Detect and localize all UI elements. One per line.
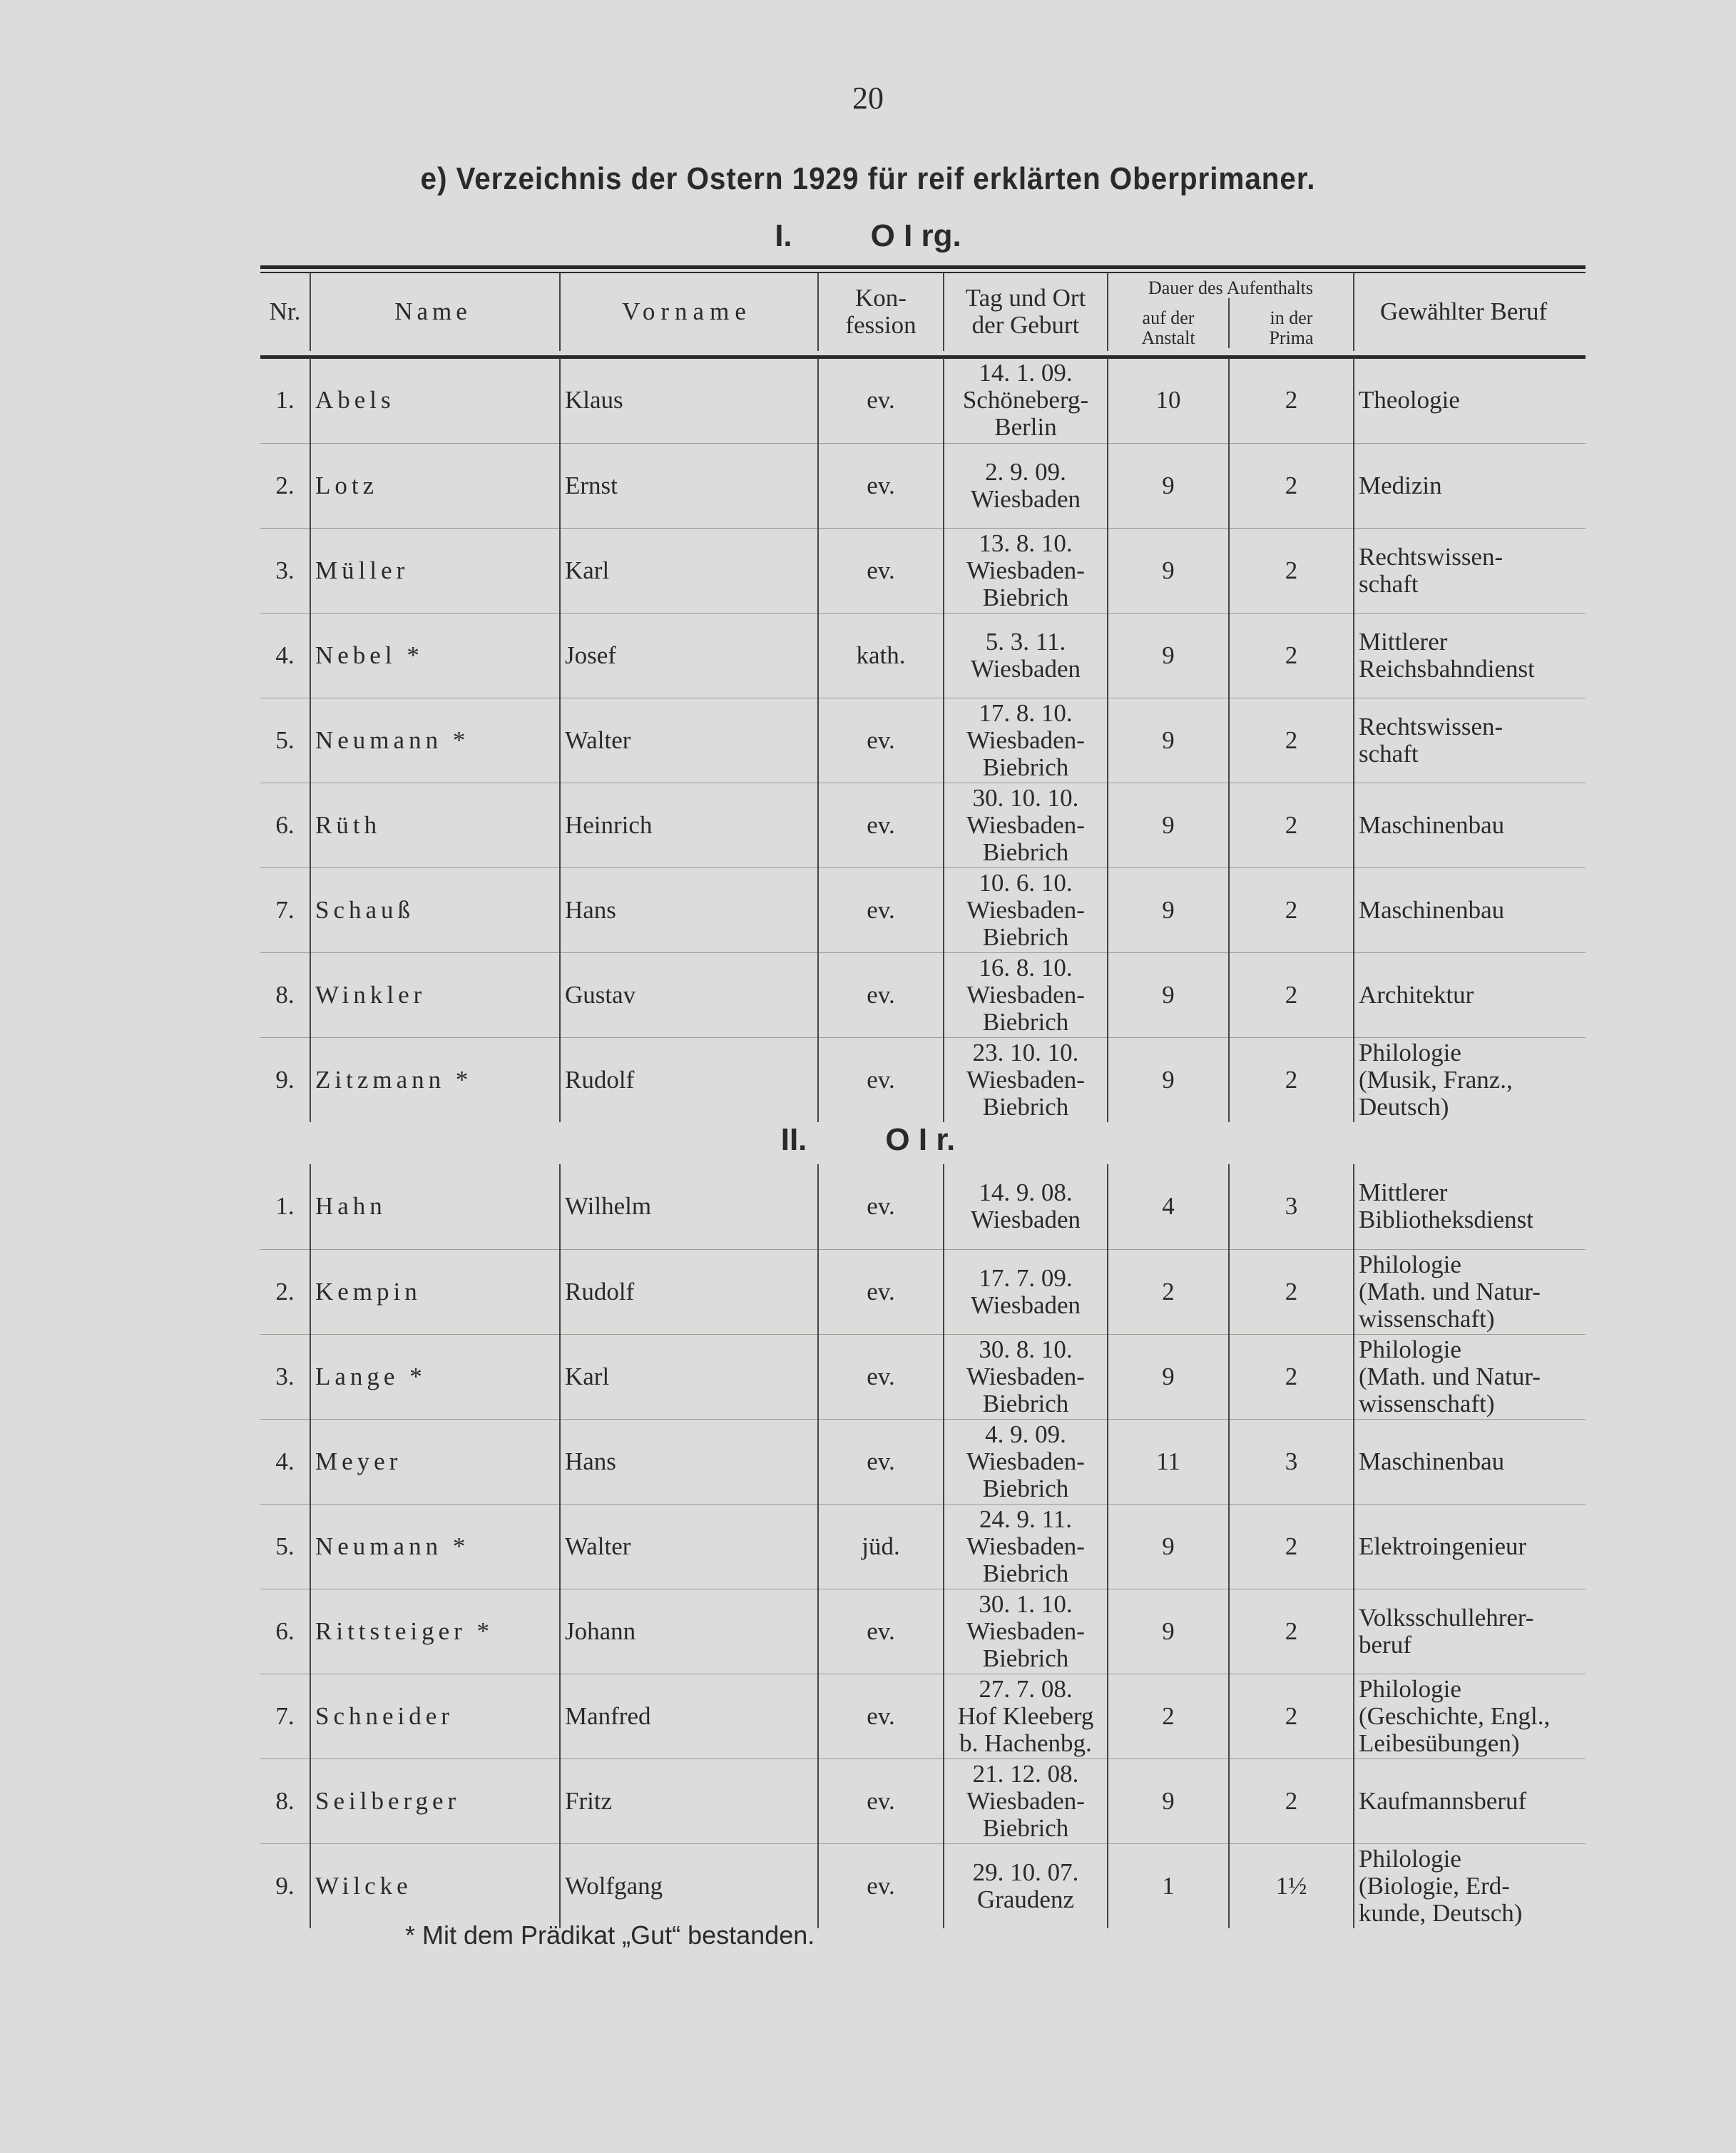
birth-date-place [944, 783, 1108, 867]
surname: Wilcke [310, 1843, 560, 1928]
header-konfession [818, 273, 944, 351]
profession-line: (Geschichte, Engl., [1359, 1701, 1551, 1730]
surname: Schauß [310, 867, 560, 952]
header-anstalt-line: auf der [1142, 307, 1195, 328]
birth-date-place [944, 1674, 1108, 1758]
profession-line: (Musik, Franz., [1359, 1065, 1513, 1094]
profession-line: wissenschaft) [1359, 1304, 1495, 1333]
birth-line: Schöneberg- [962, 386, 1089, 414]
profession-line: Architektur [1359, 980, 1474, 1009]
confession: ev. [818, 1334, 944, 1419]
years-at-school: 11 [1108, 1419, 1229, 1504]
birth-line: Wiesbaden [970, 654, 1081, 683]
header-geburt-line: der Geburt [971, 311, 1080, 339]
years-in-prima: 2 [1229, 698, 1354, 783]
years-in-prima: 2 [1229, 528, 1354, 613]
table-row [260, 867, 1586, 952]
years-at-school: 9 [1108, 783, 1229, 867]
chosen-profession [1354, 867, 1586, 952]
years-in-prima: 3 [1229, 1164, 1354, 1249]
row-number: 8. [260, 1758, 310, 1843]
birth-line: Wiesbaden- [966, 980, 1085, 1009]
profession-line: (Math. und Natur- [1359, 1277, 1541, 1305]
row-number: 4. [260, 1419, 310, 1504]
profession-line: Volksschullehrer- [1359, 1603, 1534, 1632]
chosen-profession [1354, 1334, 1586, 1419]
confession: ev. [818, 1674, 944, 1758]
birth-date-place [944, 1037, 1108, 1122]
birth-line: Wiesbaden- [966, 895, 1085, 924]
top-rule [260, 265, 1586, 269]
header-prima-line: in der [1270, 307, 1313, 328]
table-row [260, 783, 1586, 867]
birth-line: 14. 1. 09. [979, 359, 1073, 387]
first-name: Gustav [560, 952, 818, 1037]
birth-date-place [944, 1504, 1108, 1589]
profession-line: Maschinenbau [1359, 810, 1505, 839]
surname: Rittsteiger * [310, 1589, 560, 1674]
birth-line: 30. 10. 10. [972, 783, 1079, 812]
birth-line: b. Hachenbg. [959, 1729, 1092, 1757]
confession: ev. [818, 698, 944, 783]
years-at-school: 9 [1108, 1334, 1229, 1419]
row-number: 5. [260, 698, 310, 783]
years-in-prima: 2 [1229, 867, 1354, 952]
birth-date-place [944, 1164, 1108, 1249]
years-at-school: 9 [1108, 613, 1229, 698]
birth-line: Graudenz [976, 1885, 1075, 1913]
first-name: Rudolf [560, 1037, 818, 1122]
years-in-prima: 2 [1229, 783, 1354, 867]
table-row [260, 613, 1586, 698]
row-number: 7. [260, 867, 310, 952]
surname: Schneider [310, 1674, 560, 1758]
birth-line: Biebrich [982, 1644, 1069, 1672]
birth-date-place [944, 698, 1108, 783]
section-title-1 [0, 218, 1736, 254]
row-number: 5. [260, 1504, 310, 1589]
profession-line: Philologie [1359, 1250, 1461, 1278]
years-in-prima: 2 [1229, 1589, 1354, 1674]
profession-line: Rechtswissen- [1359, 712, 1503, 740]
profession-line: Elektroingenieur [1359, 1532, 1527, 1560]
confession: ev. [818, 783, 944, 867]
birth-line: 30. 8. 10. [979, 1335, 1073, 1363]
chosen-profession [1354, 1249, 1586, 1334]
surname: Seilberger [310, 1758, 560, 1843]
birth-line: Biebrich [982, 1559, 1069, 1587]
section-title-2 [0, 1122, 1736, 1158]
chosen-profession [1354, 358, 1586, 443]
years-at-school: 9 [1108, 1504, 1229, 1589]
birth-date-place [944, 1589, 1108, 1674]
confession: ev. [818, 1164, 944, 1249]
birth-date-place [944, 1843, 1108, 1928]
row-number: 3. [260, 528, 310, 613]
birth-line: Wiesbaden [970, 1206, 1081, 1234]
profession-line: Kaufmannsberuf [1359, 1786, 1527, 1815]
profession-line: (Math. und Natur- [1359, 1362, 1541, 1390]
profession-line: Bibliotheksdienst [1359, 1206, 1533, 1234]
birth-line: Biebrich [982, 1813, 1069, 1842]
birth-line: Wiesbaden [970, 484, 1081, 513]
years-at-school: 4 [1108, 1164, 1229, 1249]
surname: Zitzmann * [310, 1037, 560, 1122]
row-number: 9. [260, 1037, 310, 1122]
years-in-prima: 1½ [1229, 1843, 1354, 1928]
years-at-school: 9 [1108, 698, 1229, 783]
first-name: Hans [560, 867, 818, 952]
years-in-prima: 2 [1229, 1334, 1354, 1419]
document-title: e) Verzeichnis der Ostern 1929 für reif erklärten Oberprimaner. [420, 161, 1316, 196]
birth-line: Berlin [994, 413, 1057, 442]
years-in-prima: 2 [1229, 613, 1354, 698]
surname: Neumann * [310, 1504, 560, 1589]
confession: ev. [818, 867, 944, 952]
birth-line: Biebrich [982, 1092, 1069, 1121]
section-roman: II. [780, 1122, 807, 1157]
chosen-profession [1354, 528, 1586, 613]
first-name: Heinrich [560, 783, 818, 867]
header-konfession-line: Kon- [855, 284, 907, 312]
surname: Kempin [310, 1249, 560, 1334]
birth-line: 14. 9. 08. [979, 1179, 1073, 1207]
header-anstalt [1108, 298, 1229, 348]
birth-line: Wiesbaden- [966, 556, 1085, 584]
header-vorname: Vorname [560, 273, 818, 351]
years-at-school: 2 [1108, 1249, 1229, 1334]
birth-line: Wiesbaden- [966, 1447, 1085, 1475]
birth-line: Biebrich [982, 1389, 1069, 1417]
table-row [260, 1674, 1586, 1758]
birth-date-place [944, 1419, 1108, 1504]
profession-line: Philologie [1359, 1038, 1461, 1067]
years-in-prima: 2 [1229, 1037, 1354, 1122]
header-nr: Nr. [260, 273, 310, 351]
first-name: Walter [560, 1504, 818, 1589]
row-number: 4. [260, 613, 310, 698]
header-prima-line: Prima [1269, 327, 1314, 348]
birth-date-place [944, 358, 1108, 443]
table-section-2 [260, 1164, 1586, 1928]
birth-date-place [944, 1758, 1108, 1843]
surname: Meyer [310, 1419, 560, 1504]
birth-line: Wiesbaden- [966, 1786, 1085, 1815]
years-at-school: 9 [1108, 1758, 1229, 1843]
chosen-profession [1354, 1674, 1586, 1758]
birth-line: 24. 9. 11. [979, 1505, 1072, 1533]
profession-line: Philologie [1359, 1844, 1461, 1873]
birth-line: Hof Kleeberg [957, 1701, 1094, 1730]
birth-line: Biebrich [982, 922, 1069, 951]
first-name: Wolfgang [560, 1843, 818, 1928]
birth-line: Biebrich [982, 1007, 1069, 1036]
row-number: 9. [260, 1843, 310, 1928]
birth-line: Wiesbaden- [966, 1065, 1085, 1094]
birth-line: 23. 10. 10. [972, 1038, 1079, 1067]
birth-line: Wiesbaden- [966, 1362, 1085, 1390]
profession-line: Medizin [1359, 471, 1442, 499]
confession: jüd. [818, 1504, 944, 1589]
profession-line: Reichsbahndienst [1359, 654, 1535, 683]
table-row [260, 1249, 1586, 1334]
confession: ev. [818, 1037, 944, 1122]
table-row [260, 1037, 1586, 1122]
birth-line: Biebrich [982, 838, 1069, 866]
birth-date-place [944, 1334, 1108, 1419]
surname: Nebel * [310, 613, 560, 698]
profession-line: Mittlerer [1359, 627, 1448, 656]
row-number: 8. [260, 952, 310, 1037]
first-name: Johann [560, 1589, 818, 1674]
years-at-school: 1 [1108, 1843, 1229, 1928]
years-in-prima: 2 [1229, 1504, 1354, 1589]
header-geburt [944, 273, 1108, 351]
profession-line: (Biologie, Erd- [1359, 1871, 1510, 1900]
profession-line: Deutsch) [1359, 1092, 1449, 1121]
profession-line: wissenschaft) [1359, 1389, 1495, 1417]
birth-line: Wiesbaden- [966, 726, 1085, 754]
table-row [260, 698, 1586, 783]
profession-line: Rechtswissen- [1359, 542, 1503, 571]
chosen-profession [1354, 443, 1586, 528]
birth-line: 13. 8. 10. [979, 529, 1073, 557]
birth-line: 30. 1. 10. [979, 1589, 1073, 1618]
chosen-profession [1354, 1758, 1586, 1843]
first-name: Wilhelm [560, 1164, 818, 1249]
birth-line: Biebrich [982, 1474, 1069, 1502]
page-number: 20 [852, 81, 884, 116]
confession: ev. [818, 1758, 944, 1843]
first-name: Walter [560, 698, 818, 783]
row-number: 1. [260, 358, 310, 443]
surname: Hahn [310, 1164, 560, 1249]
years-at-school: 9 [1108, 952, 1229, 1037]
birth-line: 17. 8. 10. [979, 698, 1073, 727]
section-roman: I. [775, 218, 792, 253]
confession: ev. [818, 1589, 944, 1674]
footnote: * Mit dem Prädikat „Gut“ bestanden. [405, 1920, 815, 1950]
surname: Neumann * [310, 698, 560, 783]
table-row [260, 1843, 1586, 1928]
profession-line: beruf [1359, 1630, 1411, 1659]
confession: ev. [818, 1249, 944, 1334]
chosen-profession [1354, 783, 1586, 867]
surname: Abels [310, 358, 560, 443]
surname: Rüth [310, 783, 560, 867]
birth-line: 10. 6. 10. [979, 868, 1073, 897]
profession-line: Mittlerer [1359, 1179, 1448, 1207]
first-name: Fritz [560, 1758, 818, 1843]
birth-line: Wiesbaden- [966, 810, 1085, 839]
confession: kath. [818, 613, 944, 698]
profession-line: Leibesübungen) [1359, 1729, 1520, 1757]
row-number: 3. [260, 1334, 310, 1419]
first-name: Manfred [560, 1674, 818, 1758]
years-at-school: 9 [1108, 1037, 1229, 1122]
birth-line: 29. 10. 07. [972, 1858, 1079, 1886]
chosen-profession [1354, 1589, 1586, 1674]
birth-date-place [944, 952, 1108, 1037]
row-number: 1. [260, 1164, 310, 1249]
years-at-school: 10 [1108, 358, 1229, 443]
first-name: Josef [560, 613, 818, 698]
surname: Lange * [310, 1334, 560, 1419]
years-at-school: 2 [1108, 1674, 1229, 1758]
table-header [260, 273, 1586, 351]
years-in-prima: 2 [1229, 952, 1354, 1037]
birth-line: 16. 8. 10. [979, 953, 1073, 982]
years-in-prima: 2 [1229, 358, 1354, 443]
table-row [260, 443, 1586, 528]
years-in-prima: 2 [1229, 1758, 1354, 1843]
profession-line: schaft [1359, 739, 1419, 768]
profession-line: schaft [1359, 569, 1419, 598]
table-row [260, 1504, 1586, 1589]
section-label: O I rg. [870, 218, 961, 253]
birth-line: 5. 3. 11. [985, 627, 1066, 656]
confession: ev. [818, 358, 944, 443]
years-at-school: 9 [1108, 528, 1229, 613]
years-at-school: 9 [1108, 1589, 1229, 1674]
table-row [260, 1334, 1586, 1419]
years-in-prima: 2 [1229, 1249, 1354, 1334]
chosen-profession [1354, 1504, 1586, 1589]
birth-line: Wiesbaden- [966, 1617, 1085, 1645]
first-name: Karl [560, 1334, 818, 1419]
years-in-prima: 2 [1229, 1674, 1354, 1758]
row-number: 2. [260, 443, 310, 528]
years-in-prima: 3 [1229, 1419, 1354, 1504]
birth-line: Wiesbaden [970, 1291, 1081, 1319]
first-name: Ernst [560, 443, 818, 528]
header-geburt-line: Tag und Ort [965, 284, 1086, 312]
header-dauer: Dauer des Aufenthalts [1108, 273, 1354, 298]
first-name: Klaus [560, 358, 818, 443]
chosen-profession [1354, 698, 1586, 783]
table-row [260, 1419, 1586, 1504]
profession-line: Maschinenbau [1359, 1447, 1505, 1475]
years-in-prima: 2 [1229, 443, 1354, 528]
confession: ev. [818, 1843, 944, 1928]
table-row [260, 358, 1586, 443]
table-row [260, 1589, 1586, 1674]
first-name: Karl [560, 528, 818, 613]
chosen-profession [1354, 1164, 1586, 1249]
header-konfession-line: fession [845, 311, 916, 339]
table-row [260, 1164, 1586, 1249]
chosen-profession [1354, 1037, 1586, 1122]
birth-line: 21. 12. 08. [972, 1759, 1079, 1788]
chosen-profession [1354, 952, 1586, 1037]
profession-line: Philologie [1359, 1674, 1461, 1703]
birth-line: 2. 9. 09. [985, 457, 1066, 486]
birth-date-place [944, 867, 1108, 952]
profession-line: Philologie [1359, 1335, 1461, 1363]
row-number: 6. [260, 783, 310, 867]
birth-date-place [944, 528, 1108, 613]
birth-date-place [944, 613, 1108, 698]
chosen-profession [1354, 613, 1586, 698]
years-at-school: 9 [1108, 443, 1229, 528]
birth-line: Wiesbaden- [966, 1532, 1085, 1560]
years-at-school: 9 [1108, 867, 1229, 952]
surname: Müller [310, 528, 560, 613]
confession: ev. [818, 1419, 944, 1504]
header-beruf: Gewählter Beruf [1380, 297, 1548, 325]
birth-line: 4. 9. 09. [985, 1420, 1066, 1448]
header-anstalt-line: Anstalt [1141, 327, 1195, 348]
section-label: O I r. [885, 1122, 956, 1157]
table-row [260, 528, 1586, 613]
birth-date-place [944, 443, 1108, 528]
birth-line: 17. 7. 09. [979, 1263, 1073, 1292]
birth-line: Biebrich [982, 753, 1069, 781]
surname: Lotz [310, 443, 560, 528]
table-row [260, 952, 1586, 1037]
chosen-profession [1354, 1419, 1586, 1504]
birth-line: Biebrich [982, 583, 1069, 611]
row-number: 6. [260, 1589, 310, 1674]
first-name: Rudolf [560, 1249, 818, 1334]
confession: ev. [818, 952, 944, 1037]
birth-line: 27. 7. 08. [979, 1674, 1073, 1703]
confession: ev. [818, 528, 944, 613]
table-section-1 [260, 358, 1586, 1122]
table-row [260, 1758, 1586, 1843]
row-number: 2. [260, 1249, 310, 1334]
header-name: Name [310, 273, 560, 351]
chosen-profession [1354, 1843, 1586, 1928]
first-name: Hans [560, 1419, 818, 1504]
profession-line: kunde, Deutsch) [1359, 1898, 1523, 1927]
profession-line: Maschinenbau [1359, 895, 1505, 924]
header-prima [1229, 298, 1354, 348]
confession: ev. [818, 443, 944, 528]
profession-line: Theologie [1359, 386, 1460, 414]
birth-date-place [944, 1249, 1108, 1334]
row-number: 7. [260, 1674, 310, 1758]
surname: Winkler [310, 952, 560, 1037]
